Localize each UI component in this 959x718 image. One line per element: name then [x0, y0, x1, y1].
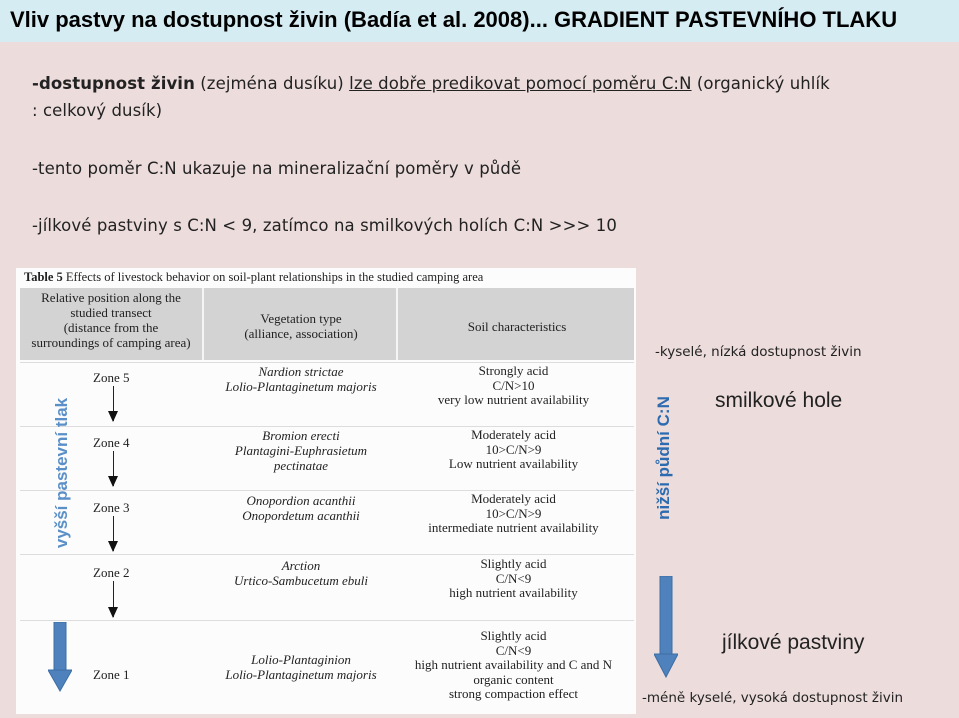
vegetation-line: Onopordion acanthii — [246, 493, 356, 508]
header-position — [20, 290, 202, 350]
bullet-nutrient-availability — [32, 74, 830, 93]
header-line: surroundings of camping area) — [31, 335, 191, 350]
soil-line: high nutrient availability — [449, 585, 578, 600]
soil-cell — [401, 629, 626, 702]
soil-cell — [401, 428, 626, 472]
soil-cell — [401, 492, 626, 536]
soil-line: C/N>10 — [492, 377, 535, 393]
left-gradient-arrow-icon — [48, 622, 72, 692]
right-gradient-arrow-icon — [654, 576, 678, 678]
bullet-cn-ratio: -jílkové pastviny s C:N < 9, zatímco na smilkových holích C:N >>> 10 — [32, 216, 617, 235]
note-acidic-low: -kyselé, nízká dostupnost živin — [655, 344, 862, 360]
header-line: Vegetation type — [260, 311, 342, 326]
zone-label: Zone 2 — [93, 565, 130, 580]
vegetation-line: Lolio-Plantaginetum majoris — [225, 379, 377, 394]
zone-label: Zone 3 — [93, 500, 130, 515]
soil-line: high nutrient availability and C and N — [414, 657, 613, 672]
header-divider — [202, 288, 204, 360]
vegetation-line: Bromion erecti — [262, 428, 340, 443]
bullet-bold: -dostupnost živin — [32, 74, 195, 93]
header-line: (distance from the — [63, 320, 159, 335]
soil-line: Slightly acid — [480, 556, 547, 571]
table-caption-text: Effects of livestock behavior on soil-plant relationships in the studied camping area — [62, 270, 484, 284]
zone-label: Zone 4 — [93, 435, 130, 450]
label-smilkove-hole: smilkové hole — [715, 389, 843, 412]
soil-line: intermediate nutrient availability — [428, 520, 599, 535]
zone-label: Zone 1 — [93, 667, 130, 682]
header-line: Relative position along the — [41, 290, 181, 305]
soil-line: C/N<9 — [495, 570, 532, 586]
table-caption-label: Table 5 — [24, 270, 63, 284]
vegetation-line: Lolio-Plantaginetum majoris — [225, 667, 377, 682]
vegetation-cell — [211, 428, 391, 473]
vegetation-line: pectinatae — [273, 458, 329, 473]
soil-line: 10>C/N>9 — [485, 441, 542, 457]
table-caption — [24, 270, 483, 285]
vegetation-line: Onopordetum acanthii — [242, 508, 360, 523]
table-figure — [16, 268, 636, 714]
header-line: studied transect — [70, 305, 152, 320]
soil-line: Strongly acid — [478, 363, 549, 378]
zone-arrow-icon — [113, 451, 114, 486]
header-vegetation — [206, 311, 396, 341]
soil-line: Low nutrient availability — [448, 456, 579, 471]
zone-label: Zone 5 — [93, 370, 130, 385]
label-jilkove-pastviny: jílkové pastviny — [722, 631, 865, 654]
zone-arrow-icon — [113, 386, 114, 421]
note-less-acidic-high: -méně kyselé, vysoká dostupnost živin — [642, 690, 904, 706]
bullet-underlined: lze dobře predikovat pomocí poměru C:N — [349, 74, 692, 93]
left-axis-label: vyšší pastevní tlak — [52, 397, 71, 549]
header-divider — [396, 288, 398, 360]
header-soil: Soil characteristics — [467, 319, 567, 334]
soil-line: C/N<9 — [495, 642, 532, 658]
soil-line: very low nutrient availability — [437, 392, 590, 407]
soil-cell — [401, 557, 626, 601]
vegetation-cell — [211, 364, 391, 394]
soil-line: organic content — [473, 671, 554, 687]
vegetation-line: Nardion strictae — [258, 364, 344, 379]
vegetation-line: Arction — [281, 558, 321, 573]
soil-line: Moderately acid — [471, 491, 556, 506]
zone-arrow-icon — [113, 516, 114, 551]
vegetation-line: Plantagini-Euphrasietum — [234, 443, 368, 458]
vegetation-cell — [211, 558, 391, 588]
slide-title-bar — [0, 0, 959, 42]
header-line: (alliance, association) — [244, 326, 358, 341]
slide-title: Vliv pastvy na dostupnost živin (Badía et al. 2008)... GRADIENT PASTEVNÍHO TLAKU — [10, 7, 898, 32]
bullet-mineralization: -tento poměr C:N ukazuje na mineralizační poměry v půdě — [32, 159, 522, 178]
bullet-mid: (zejména dusíku) — [194, 74, 350, 93]
soil-line: strong compaction effect — [449, 686, 578, 701]
right-axis-label: nižší půdní C:N — [654, 396, 673, 520]
bullet-tail: (organický uhlík — [691, 74, 830, 93]
zone-arrow-icon — [113, 581, 114, 617]
vegetation-line: Urtico-Sambucetum ebuli — [234, 573, 368, 588]
soil-line: Slightly acid — [480, 628, 547, 643]
vegetation-line: Lolio-Plantaginion — [251, 652, 351, 667]
soil-line: 10>C/N>9 — [485, 505, 542, 521]
vegetation-cell — [211, 652, 391, 682]
soil-line: Moderately acid — [471, 427, 556, 442]
bullet-nutrient-availability-cont: : celkový dusík) — [32, 101, 163, 120]
soil-cell — [401, 364, 626, 408]
vegetation-cell — [211, 493, 391, 523]
